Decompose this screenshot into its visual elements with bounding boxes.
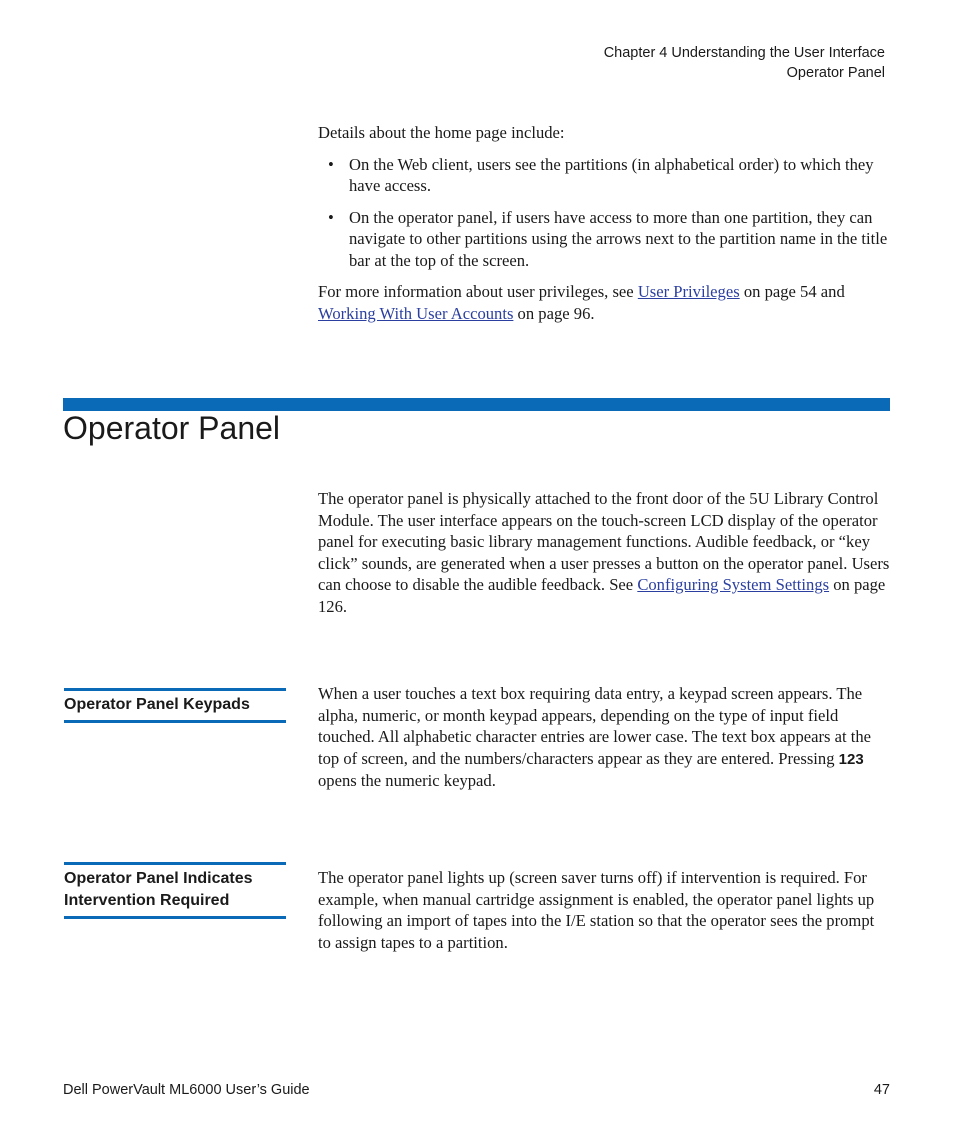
footer-page-number: 47 <box>873 1082 890 1098</box>
keypads-text-before: When a user touches a text box requiring data entry, a keypad screen appears. The alpha, numeric, or month keypad appears, depending on the type of input field touched. All alphabetic character entries are lower case. The text box appears at the top of screen, and the numbers/characters appear as they are entered. Pressing <box>318 684 872 768</box>
keypads-subheading: Operator Panel Keypads <box>64 688 286 723</box>
intro-section <box>318 122 890 324</box>
running-header <box>604 43 885 83</box>
keypads-paragraph <box>318 683 890 792</box>
key-123-label: 123 <box>838 750 864 768</box>
bullet-icon: • <box>328 207 334 227</box>
more-info-mid: on page 54 and <box>739 282 845 301</box>
configuring-system-settings-link[interactable]: Configuring System Settings <box>637 575 830 594</box>
user-privileges-link[interactable]: User Privileges <box>637 282 740 301</box>
intervention-paragraph <box>318 867 890 953</box>
bullet-text: On the operator panel, if users have access to more than one partition, they can navigate to other partitions using the arrows next to the partition name in the title bar at the top of the screen. <box>349 207 888 270</box>
header-section: Operator Panel <box>786 65 885 81</box>
bullet-text: On the Web client, users see the partitions (in alphabetical order) to which they have access. <box>349 154 874 195</box>
more-info-suffix: on page 96. <box>513 303 595 323</box>
intro-lead: Details about the home page include: <box>318 123 565 142</box>
intervention-text: The operator panel lights up (screen saver turns off) if intervention is required. For example, when manual cartridge assignment is enabled, the operator panel lights up following an import of tapes into the I/E station so that the operator sees the prompt to assign tapes to a partition. <box>318 868 875 952</box>
keypads-text-after: opens the numeric keypad. <box>318 771 496 790</box>
footer-guide-title: Dell PowerVault ML6000 User’s Guide <box>63 1082 310 1098</box>
more-info-prefix: For more information about user privileges, see <box>318 282 638 301</box>
intro-bullet-list <box>318 154 890 272</box>
bullet-icon: • <box>328 154 334 174</box>
list-item <box>318 154 890 197</box>
more-info-paragraph <box>318 281 890 324</box>
list-item <box>318 207 890 272</box>
working-with-user-accounts-link[interactable]: Working With User Accounts <box>318 303 514 323</box>
section-heading: Operator Panel <box>63 410 281 446</box>
operator-panel-text: The operator panel is physically attached to the front door of the 5U Library Control Module. The user interface appears on the touch-screen LCD display of the operator panel for executing basic library management functions. Audible feedback, or “key click” sounds, are generated when a user presses a button on the operator panel. Users can choose to disable the audible feedback. See <box>318 489 890 594</box>
header-chapter: Chapter 4 Understanding the User Interface <box>603 45 885 61</box>
operator-panel-suffix: on page 126. <box>318 575 886 616</box>
operator-panel-paragraph <box>318 488 890 617</box>
intervention-subheading: Operator Panel Indicates Intervention Required <box>64 862 286 919</box>
